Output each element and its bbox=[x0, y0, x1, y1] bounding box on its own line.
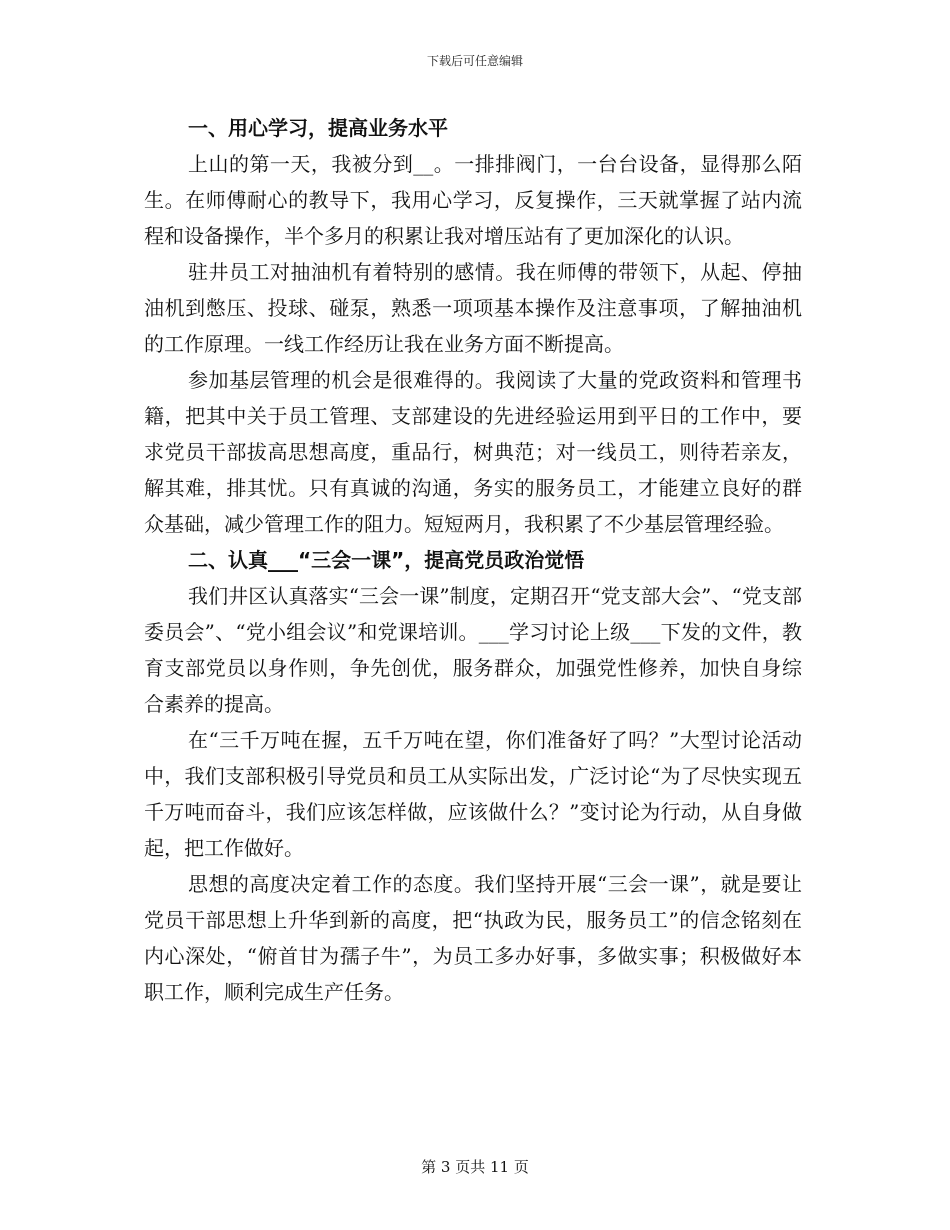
paragraph: 驻井员工对抽油机有着特别的感情。我在师傅的带领下，从起、停抽油机到憋压、投球、碰泵，熟悉一项项基本操作及注意事项，了解抽油机的工作原理。一线工作经历让我在业务方面不断提高。 bbox=[144, 260, 802, 356]
page-header: 下载后可任意编辑 bbox=[426, 54, 523, 68]
section-1 bbox=[144, 110, 802, 542]
paragraph: 思想的高度决定着工作的态度。我们坚持开展“三会一课”，就是要让党员干部思想上升华到新的高度，把“执政为民，服务员工”的信念铭刻在内心深处，“俯首甘为孺子牛”，为员工多办好事，多做实事；积极做好本职工作，顺利完成生产任务。 bbox=[144, 872, 802, 1004]
paragraph: 在“三千万吨在握，五千万吨在望，你们准备好了吗？”大型讨论活动中，我们支部积极引导党员和员工从实际出发，广泛讨论“为了尽快实现五千万吨而奋斗，我们应该怎样做，应该做什么？”变讨论为行动，从自身做起，把工作做好。 bbox=[144, 728, 802, 860]
paragraph: 我们井区认真落实“三会一课”制度，定期召开“党支部大会”、“党支部委员会”、“党小组会议”和党课培训。___学习讨论上级___下发的文件，教育支部党员以身作则，争先创优，服务群众，加强党性修养，加快自身综合素养的提高。 bbox=[144, 584, 802, 716]
section-heading: 一、用心学习，提高业务水平 bbox=[188, 116, 448, 140]
page-number: 第 3 页共 11 页 bbox=[421, 1158, 529, 1176]
paragraph: 上山的第一天，我被分到__。一排排阀门，一台台设备，显得那么陌生。在师傅耐心的教导下，我用心学习，反复操作，三天就掌握了站内流程和设备操作，半个多月的积累让我对增压站有了更加深化的认识。 bbox=[144, 152, 802, 248]
document-body bbox=[144, 110, 802, 1010]
section-heading: 二、认真___“三会一课”，提高党员政治觉悟 bbox=[188, 548, 585, 572]
paragraph: 参加基层管理的机会是很难得的。我阅读了大量的党政资料和管理书籍，把其中关于员工管理、支部建设的先进经验运用到平日的工作中，要求党员干部拔高思想高度，重品行，树典范；对一线员工，则待若亲友，解其难，排其忧。只有真诚的沟通，务实的服务员工，才能建立良好的群众基础，减少管理工作的阻力。短短两月，我积累了不少基层管理经验。 bbox=[144, 368, 802, 536]
section-2 bbox=[144, 542, 802, 1010]
